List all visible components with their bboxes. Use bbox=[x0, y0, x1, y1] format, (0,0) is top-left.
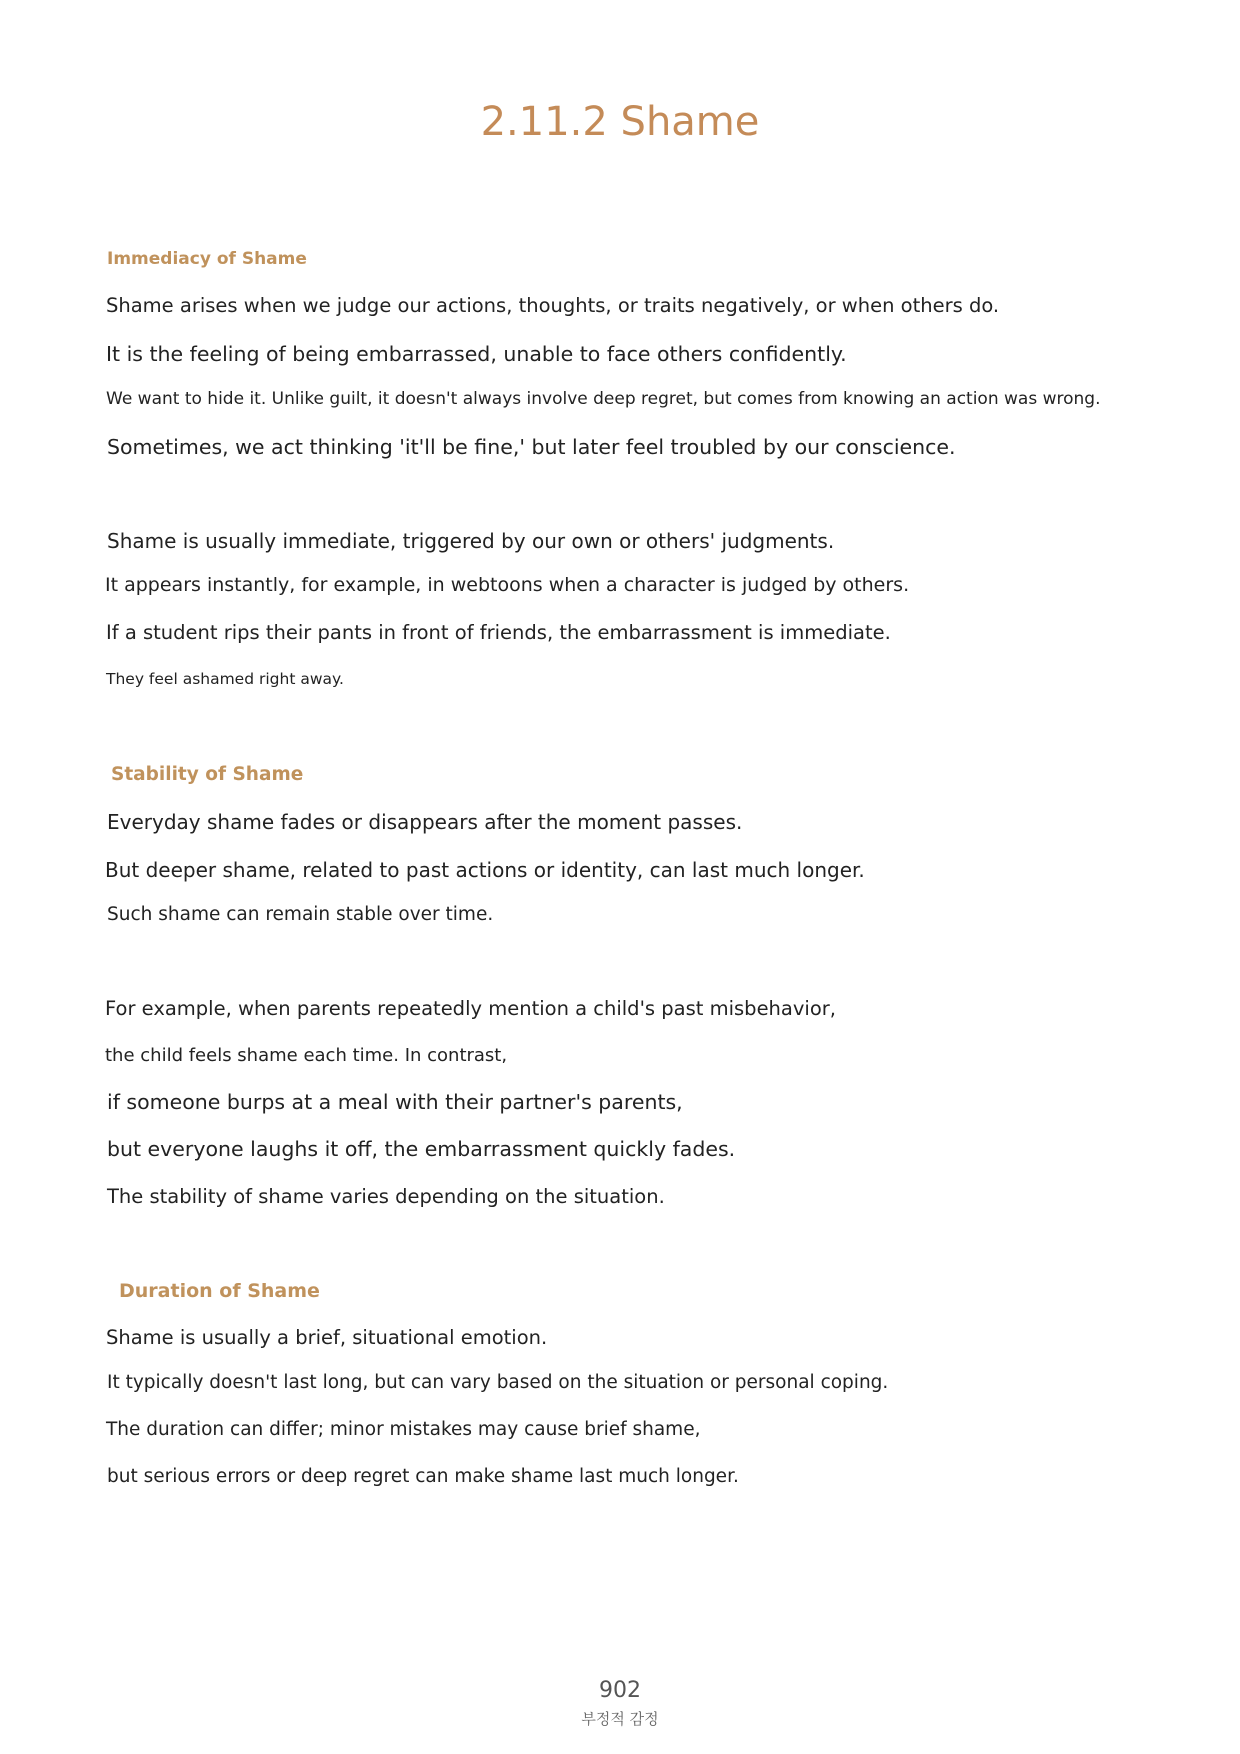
paragraph-line: It appears instantly, for example, in webtoons when a character is judged by others. bbox=[105, 574, 910, 596]
paragraph-line: Shame is usually a brief, situational emotion. bbox=[106, 1326, 548, 1349]
paragraph-line: Shame arises when we judge our actions, thoughts, or traits negatively, or when others do. bbox=[106, 294, 1000, 317]
paragraph-line: For example, when parents repeatedly mention a child's past misbehavior, bbox=[105, 997, 836, 1020]
paragraph-line: but everyone laughs it off, the embarrassment quickly fades. bbox=[107, 1137, 736, 1161]
section-heading-duration: Duration of Shame bbox=[119, 1280, 320, 1302]
paragraph-line: It typically doesn't last long, but can vary based on the situation or personal coping. bbox=[107, 1372, 889, 1393]
paragraph-line: but serious errors or deep regret can make shame last much longer. bbox=[107, 1466, 739, 1487]
paragraph-line: Shame is usually immediate, triggered by our own or others' judgments. bbox=[107, 529, 835, 553]
section-heading-immediacy: Immediacy of Shame bbox=[107, 249, 307, 269]
paragraph-line: We want to hide it. Unlike guilt, it doesn't always involve deep regret, but comes from knowing an action was wrong. bbox=[106, 389, 1101, 409]
section-heading-stability: Stability of Shame bbox=[111, 764, 304, 785]
page-title: 2.11.2 Shame bbox=[480, 99, 760, 145]
paragraph-line: if someone burps at a meal with their partner's parents, bbox=[107, 1090, 683, 1114]
page-number: 902 bbox=[599, 1678, 641, 1703]
paragraph-line: But deeper shame, related to past actions or identity, can last much longer. bbox=[105, 858, 865, 882]
paragraph-line: the child feels shame each time. In contrast, bbox=[105, 1045, 508, 1066]
paragraph-line: Sometimes, we act thinking 'it'll be fine,' but later feel troubled by our conscience. bbox=[107, 435, 956, 459]
paragraph-line: Everyday shame fades or disappears after the moment passes. bbox=[107, 810, 743, 834]
paragraph-line: Such shame can remain stable over time. bbox=[107, 904, 494, 925]
chapter-name: 부정적 감정 bbox=[581, 1710, 659, 1728]
paragraph-line: They feel ashamed right away. bbox=[106, 670, 344, 688]
paragraph-line: It is the feeling of being embarrassed, unable to face others confidently. bbox=[106, 342, 847, 366]
paragraph-line: If a student rips their pants in front of friends, the embarrassment is immediate. bbox=[106, 621, 891, 644]
paragraph-line: The duration can differ; minor mistakes may cause brief shame, bbox=[106, 1419, 701, 1440]
paragraph-line: The stability of shame varies depending on the situation. bbox=[107, 1185, 665, 1208]
